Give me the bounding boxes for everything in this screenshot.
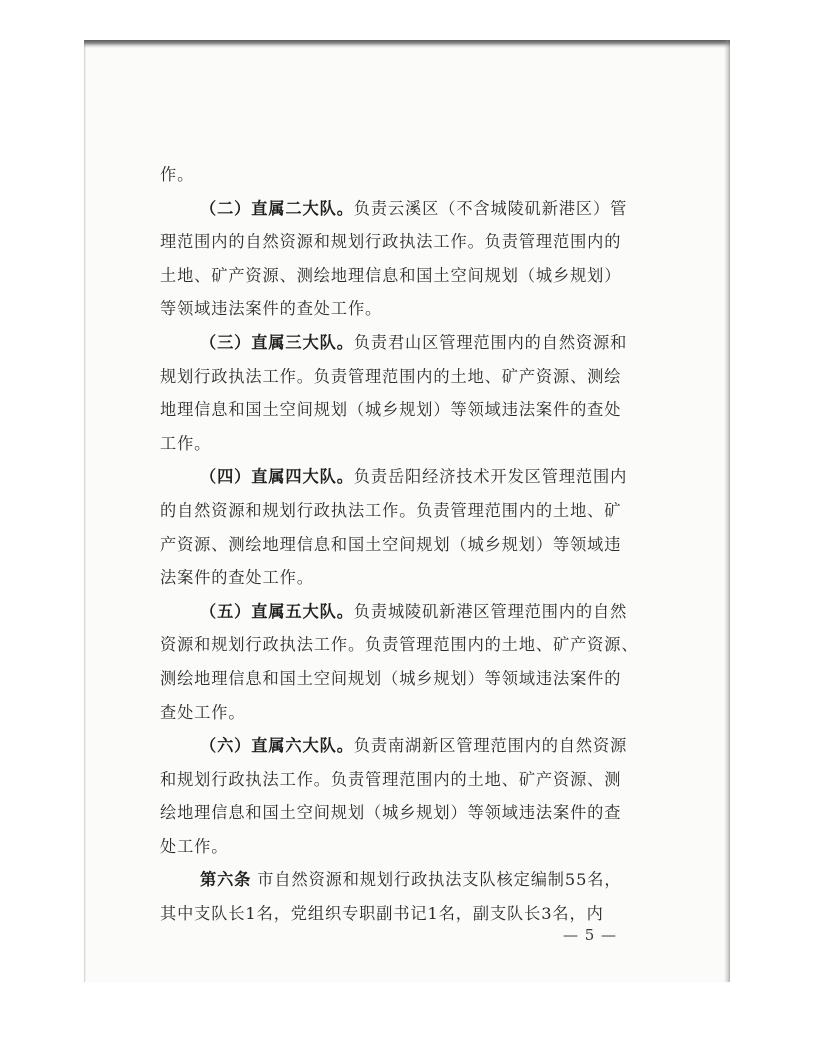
text-line [160,763,630,797]
line-text: 测绘地理信息和国土空间规划（城乡规划）等领域违法案件的 [160,668,622,688]
section-heading: （四）直属四大队。 [200,467,354,487]
line-text: 负责南湖新区管理范围内的自然资源 [353,736,628,756]
paragraph-first-line [160,729,630,763]
line-text: 其中支队长1名，党组织专职副书记1名，副支队长3名，内 [160,904,604,924]
text-line [160,528,630,562]
line-text: 查处工作。 [160,702,246,722]
line-text: 市自然资源和规划行政执法支队核定编制55名， [251,870,622,890]
paragraph-first-line [160,460,630,494]
page-number: — 5 — [562,926,618,944]
line-text: 负责云溪区（不含城陵矶新港区）管 [353,198,628,218]
text-line [160,830,630,864]
document-body [160,158,639,931]
text-line [160,292,630,326]
line-text: 处工作。 [160,836,229,856]
line-text: 负责岳阳经济技术开发区管理范围内 [353,467,628,487]
scan-left-edge [84,40,86,982]
section-heading: 第六条 [200,870,252,890]
text-line [160,696,630,730]
text-line [160,662,630,696]
section-heading: （五）直属五大队。 [200,601,354,621]
line-text: 地理信息和国土空间规划（城乡规划）等领域违法案件的查处 [160,400,622,420]
section-heading: （六）直属六大队。 [200,736,354,756]
section-heading: （二）直属二大队。 [200,198,354,218]
scan-right-edge [724,40,730,982]
text-line [160,561,630,595]
text-line [160,494,630,528]
line-text: 法案件的查处工作。 [160,568,314,588]
paragraph-first-line [160,863,630,897]
paragraph-first-line [160,595,630,629]
line-text: 负责君山区管理范围内的自然资源和 [353,332,628,352]
line-text: 和规划行政执法工作。负责管理范围内的土地、矿产资源、测 [160,769,622,789]
line-text: 作。 [160,165,195,184]
paragraph-first-line [160,326,630,360]
text-line [160,393,630,427]
line-text: 资源和规划行政执法工作。负责管理范围内的土地、矿产资源、 [160,635,639,655]
text-line [160,796,630,830]
text-line [160,628,639,662]
line-text: 工作。 [160,433,212,453]
line-text: 绘地理信息和国土空间规划（城乡规划）等领域违法案件的查 [160,803,622,823]
line-text: 理范围内的自然资源和规划行政执法工作。负责管理范围内的 [160,232,622,252]
line-text: 规划行政执法工作。负责管理范围内的土地、矿产资源、测绘 [160,366,622,386]
line-text: 产资源、测绘地理信息和国土空间规划（城乡规划）等领域违 [160,534,622,554]
text-line [160,427,630,461]
line-text: 土地、矿产资源、测绘地理信息和国土空间规划（城乡规划） [160,265,622,285]
line-text: 的自然资源和规划行政执法工作。负责管理范围内的土地、矿 [160,500,622,520]
text-line [160,158,630,192]
text-line [160,259,630,293]
scan-top-edge [84,40,730,48]
section-heading: （三）直属三大队。 [200,332,354,352]
text-line [160,225,630,259]
line-text: 等领域违法案件的查处工作。 [160,299,383,319]
text-line [160,360,630,394]
paragraph-first-line [160,192,630,226]
line-text: 负责城陵矶新港区管理范围内的自然 [353,601,628,621]
